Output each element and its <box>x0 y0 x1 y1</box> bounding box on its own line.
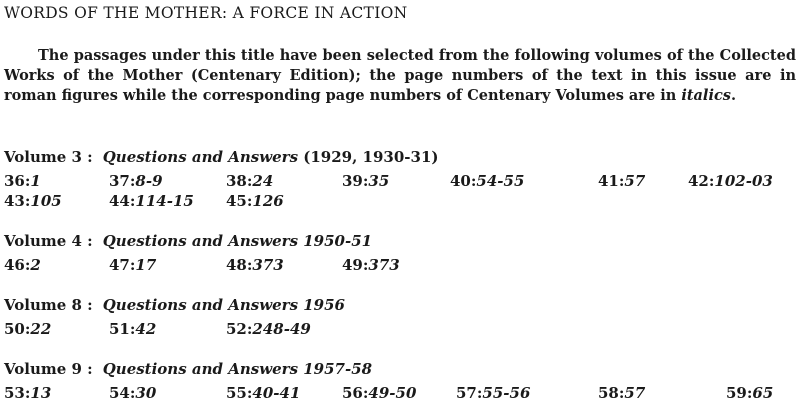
page-ref: 49:373 <box>342 256 400 274</box>
volume-title: Questions and Answers 1957-58 <box>102 360 373 378</box>
volume-title: Questions and Answers <box>102 148 299 166</box>
page-ref: 45:126 <box>226 192 284 210</box>
page-ref: 50:22 <box>4 320 52 338</box>
page-ref: 40:54-55 <box>450 172 525 190</box>
intro-text: The passages under this title have been selected from the following volumes of the Collected Works of the Mother (Centenary Edition); the page numbers of the text in this issue are in roman figures while the corresponding page numbers of Centenary Volumes are in <box>4 47 796 104</box>
volume-4-heading <box>4 232 372 250</box>
page-ref: 55:40-41 <box>226 384 301 402</box>
page-ref: 48:373 <box>226 256 284 274</box>
page-ref: 54:30 <box>109 384 157 402</box>
intro-paragraph <box>4 46 796 106</box>
volume-title: Questions and Answers 1950-51 <box>102 232 373 250</box>
page-ref: 52:248-49 <box>226 320 311 338</box>
page-ref: 57:55-56 <box>456 384 531 402</box>
page-ref: 41:57 <box>598 172 646 190</box>
page-ref: 53:13 <box>4 384 52 402</box>
page-ref: 38:24 <box>226 172 274 190</box>
volume-label: Volume 9 : <box>4 360 93 378</box>
page-ref: 39:35 <box>342 172 390 190</box>
intro-italic-word: italics <box>681 87 731 104</box>
volume-3-heading <box>4 148 438 166</box>
page-ref: 36:1 <box>4 172 41 190</box>
page-ref: 44:114-15 <box>109 192 194 210</box>
intro-end: . <box>730 87 737 104</box>
document-title: WORDS OF THE MOTHER: A FORCE IN ACTION <box>4 4 408 22</box>
page-ref: 58:57 <box>598 384 646 402</box>
volume-label: Volume 3 : <box>4 148 93 166</box>
volume-label: Volume 8 : <box>4 296 93 314</box>
volume-label: Volume 4 : <box>4 232 93 250</box>
volume-8-heading <box>4 296 345 314</box>
page-ref: 46:2 <box>4 256 41 274</box>
volume-9-heading <box>4 360 372 378</box>
page-ref: 47:17 <box>109 256 157 274</box>
page-ref: 51:42 <box>109 320 157 338</box>
page-ref: 56:49-50 <box>342 384 417 402</box>
volume-title: Questions and Answers 1956 <box>102 296 345 314</box>
page-ref: 42:102-03 <box>688 172 773 190</box>
page-ref: 37:8-9 <box>109 172 163 190</box>
page-ref: 43:105 <box>4 192 62 210</box>
volume-years: (1929, 1930-31) <box>298 148 439 166</box>
page-ref: 59:65 <box>726 384 774 402</box>
